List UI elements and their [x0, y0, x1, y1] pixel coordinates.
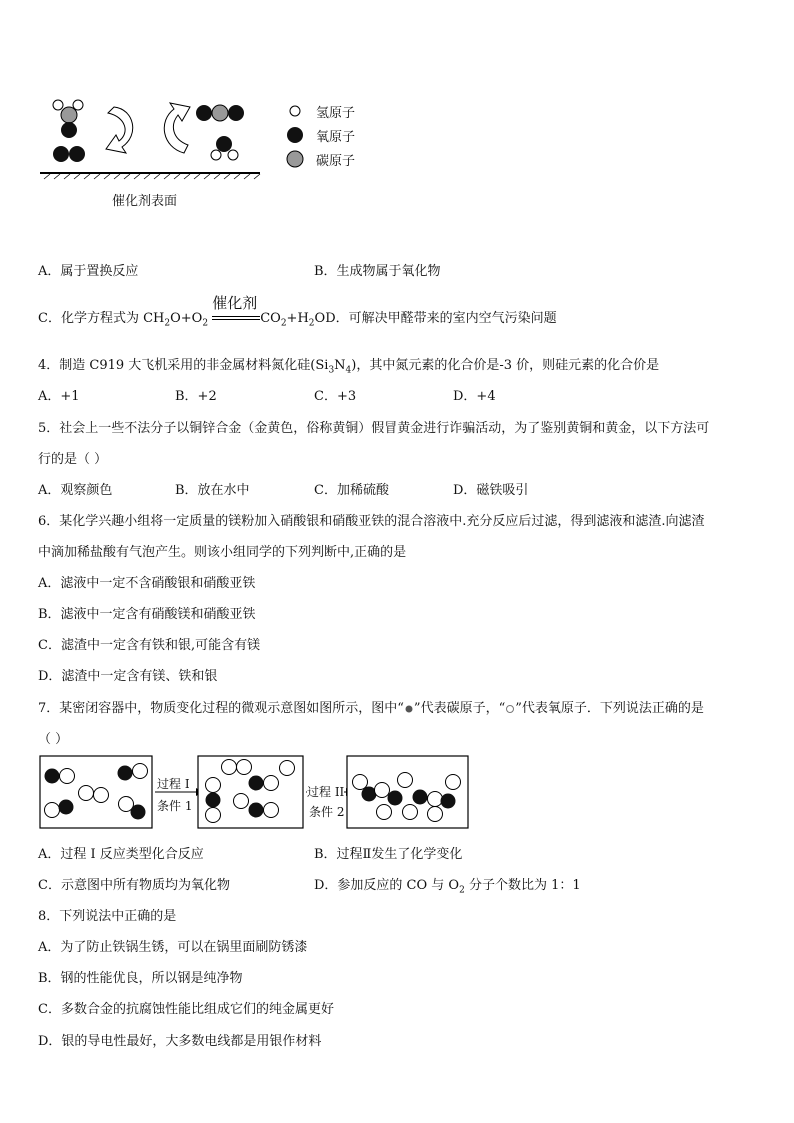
- q8-option-d: D．银的导电性最好，大多数电线都是用银作材料: [38, 1034, 322, 1049]
- q7-stem-line1: 7．某密闭容器中，物质变化过程的微观示意图如图所示，图中“ ”代表碳原子，“ ”代表氧原子．下列说法正确的是: [38, 701, 704, 716]
- q3-option-a: A．属于置换反应: [38, 264, 139, 279]
- q6-stem-line1: 6．某化学兴趣小组将一定质量的镁粉加入硝酸银和硝酸亚铁的混合溶液中.充分反应后过滤，得到滤液和滤渣.向滤渣: [38, 514, 705, 529]
- q7-option-a: A．过程 I 反应类型化合反应: [38, 847, 204, 862]
- q5-stem-line2: 行的是（ ）: [38, 452, 108, 467]
- legend-hydrogen-icon: [288, 104, 302, 118]
- q8-option-c: C．多数合金的抗腐蚀性能比组成它们的纯金属更好: [38, 1002, 334, 1017]
- q6-option-c: C．滤渣中一定含有铁和银,可能含有镁: [38, 638, 261, 653]
- q4-option-c: C．+3: [314, 389, 357, 404]
- condition1-label: 条件 1: [157, 799, 193, 813]
- q6-option-b: B．滤液中一定含有硝酸镁和硝酸亚铁: [38, 607, 256, 622]
- process-diagram: [38, 754, 472, 832]
- process1-label: 过程 I: [157, 777, 190, 791]
- q3-option-d: D．可解决甲醛带来的室内空气污染问题: [325, 311, 557, 326]
- legend-carbon-label: 碳原子: [316, 154, 356, 169]
- catalyst-figure: [36, 95, 268, 180]
- carbon-atom-icon: [404, 704, 414, 714]
- legend-oxygen-label: 氧原子: [316, 130, 356, 145]
- q8-stem: 8．下列说法中正确的是: [38, 909, 177, 924]
- oxygen-atom-icon: [505, 704, 515, 714]
- condition2-label: 条件 2: [309, 805, 345, 819]
- q8-option-b: B．钢的性能优良，所以钢是纯净物: [38, 971, 243, 986]
- legend-oxygen-icon: [286, 126, 304, 144]
- process2-label: 过程 II: [307, 785, 345, 799]
- legend-hydrogen-label: 氢原子: [316, 106, 356, 121]
- q4-stem: 4．制造 C919 大飞机采用的非金属材料氮化硅$(Si_3N_4)$，其中氮元素的化合价是-3 价，则硅元素的化合价是: [38, 358, 660, 376]
- q8-option-a: A．为了防止铁锅生锈，可以在锅里面刷防锈漆: [38, 940, 308, 955]
- q5-option-a: A．观察颜色: [38, 483, 113, 498]
- q6-option-a: A．滤液中一定不含硝酸银和硝酸亚铁: [38, 576, 256, 591]
- q5-option-c: C．加稀硫酸: [314, 483, 389, 498]
- q7-stem-line2: （ ）: [38, 732, 69, 747]
- q7-option-d: D．参加反应的 CO 与 $O_2$ 分子个数比为 1：1: [314, 878, 581, 896]
- catalyst-label: 催化剂: [212, 294, 258, 312]
- legend-carbon-icon: [286, 150, 304, 168]
- q6-option-d: D．滤渣中一定含有镁、铁和银: [38, 669, 218, 684]
- q3-option-c: C．化学方程式为 $CH_2O+O_2$ 催化剂 $CO_2+H_2OD$．可解决甲醛带来的室内空气污染问题: [38, 294, 557, 329]
- q3-option-b: B．生成物属于氧化物: [314, 264, 441, 279]
- q4-option-d: D．+4: [453, 389, 496, 404]
- q6-stem-line2: 中滴加稀盐酸有气泡产生。则该小组同学的下列判断中,正确的是: [38, 545, 407, 560]
- q4-option-a: A．+1: [38, 389, 80, 404]
- q7-option-c: C．示意图中所有物质均为氧化物: [38, 878, 230, 893]
- q5-option-d: D．磁铁吸引: [453, 483, 529, 498]
- q5-option-b: B．放在水中: [175, 483, 250, 498]
- q5-stem-line1: 5．社会上一些不法分子以铜锌合金（金黄色，俗称黄铜）假冒黄金进行诈骗活动，为了鉴别黄铜和黄金，以下方法可: [38, 421, 710, 436]
- q4-option-b: B．+2: [175, 389, 217, 404]
- q7-option-b: B．过程Ⅱ发生了化学变化: [314, 847, 463, 862]
- figure-caption: 催化剂表面: [112, 194, 178, 209]
